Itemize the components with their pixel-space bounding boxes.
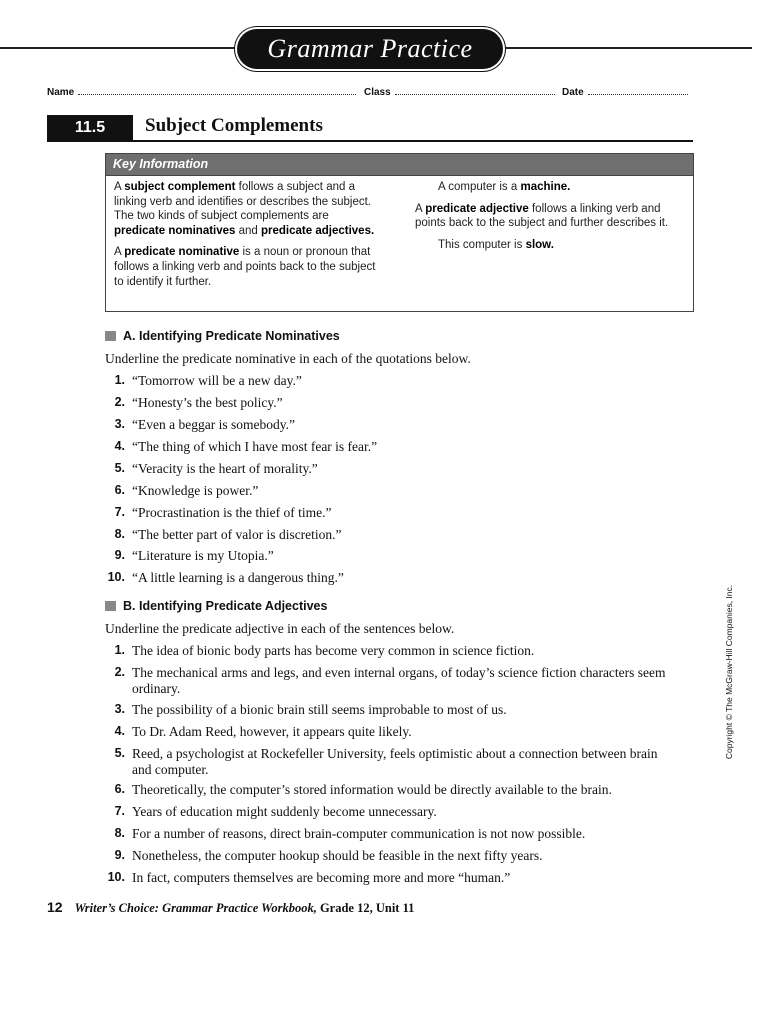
text-run: is a noun or pronoun that follows a linking verb and points back to the subject to identify it further. [114, 246, 376, 288]
item-text: “Tomorrow will be a new day.” [132, 373, 302, 388]
bold-term: predicate nominative [124, 246, 240, 259]
book-title: Writer’s Choice: Grammar Practice Workbook, [74, 901, 317, 915]
class-field [364, 86, 555, 98]
section-a-heading [105, 329, 340, 343]
item-text: “The better part of valor is discretion.” [132, 527, 342, 542]
name-field [47, 86, 356, 98]
item-text: “Even a beggar is somebody.” [132, 417, 295, 432]
item-text: To Dr. Adam Reed, however, it appears quite likely. [132, 724, 412, 739]
page-number: 12 [47, 899, 63, 915]
banner-title: Grammar Practice [267, 34, 473, 63]
class-blank [395, 86, 555, 95]
item-text: Nonetheless, the computer hookup should be feasible in the next fifty years. [132, 848, 543, 863]
key-info-right-column [415, 180, 683, 252]
item-number: 2. [114, 395, 125, 409]
bold-term: predicate adjective [425, 202, 529, 215]
item-number: 8. [114, 527, 125, 541]
item-text: “Literature is my Utopia.” [132, 548, 274, 563]
predicate-nominative-definition [114, 245, 379, 289]
item-number: 1. [114, 373, 125, 387]
square-bullet-icon [105, 601, 116, 611]
text-run: follows a linking verb and points back to the subject and further describes it. [415, 202, 669, 230]
square-bullet-icon [105, 331, 116, 341]
text-run: and [235, 224, 262, 237]
section-b-instruction: Underline the predicate adjective in each of the sentences below. [105, 621, 455, 636]
key-information-box [105, 153, 694, 312]
item-text: The possibility of a bionic brain still seems improbable to most of us. [132, 702, 507, 717]
item-number: 9. [114, 848, 125, 862]
text-run: A computer is a [438, 181, 521, 193]
item-number: 4. [114, 724, 125, 738]
page-footer [47, 899, 414, 916]
item-number: 6. [114, 782, 125, 796]
item-number: 1. [114, 643, 125, 657]
text-run: This computer is [438, 238, 526, 251]
item-text: “Knowledge is power.” [132, 483, 259, 498]
item-number: 7. [114, 804, 125, 818]
item-number: 7. [114, 505, 125, 519]
key-information-heading: Key Information [106, 154, 693, 176]
item-number: 5. [114, 746, 125, 760]
bold-term: slow. [525, 238, 554, 251]
text-run: A [114, 246, 125, 259]
text-run: A [415, 202, 426, 215]
item-text: The mechanical arms and legs, and even internal organs, of today’s science fiction characters seem ordinary. [132, 665, 666, 696]
header-rule-right [500, 47, 752, 49]
section-b-title: B. Identifying Predicate Adjectives [123, 599, 328, 613]
item-number: 10. [107, 870, 125, 884]
section-b-heading [105, 599, 327, 613]
item-text: “The thing of which I have most fear is fear.” [132, 439, 378, 454]
bold-term: machine. [520, 181, 571, 193]
predicate-adjective-definition [415, 202, 683, 231]
date-field [562, 86, 688, 98]
item-number: 8. [114, 826, 125, 840]
text-run: follows a subject and a linking verb and identifies or describes the subject. The two kinds of subject complements are [114, 181, 371, 223]
name-blank [78, 86, 356, 95]
date-blank [588, 86, 688, 95]
bold-term: predicate nominatives [114, 224, 236, 237]
item-number: 3. [114, 702, 125, 716]
item-text: “Honesty’s the best policy.” [132, 395, 283, 410]
section-a-instruction: Underline the predicate nominative in each of the quotations below. [105, 351, 471, 366]
item-text: “A little learning is a dangerous thing.” [132, 570, 344, 585]
item-text: Years of education might suddenly become unnecessary. [132, 804, 437, 819]
bold-term: subject complement [124, 181, 236, 193]
section-a-title: A. Identifying Predicate Nominatives [123, 329, 340, 343]
class-label: Class [364, 87, 391, 98]
lesson-number: 11.5 [47, 115, 133, 141]
page-banner [237, 29, 503, 69]
example-predicate-adjective [415, 238, 683, 253]
item-number: 5. [114, 461, 125, 475]
item-number: 4. [114, 439, 125, 453]
lesson-title: Subject Complements [145, 115, 323, 136]
item-text: “Procrastination is the thief of time.” [132, 505, 332, 520]
date-label: Date [562, 87, 584, 98]
copyright-notice: Copyright © The McGraw-Hill Companies, Inc. [724, 584, 734, 760]
item-text: The idea of bionic body parts has become very common in science fiction. [132, 643, 535, 658]
example-predicate-nominative [415, 180, 683, 195]
lesson-rule [47, 140, 693, 142]
item-number: 3. [114, 417, 125, 431]
item-number: 2. [114, 665, 125, 679]
text-run: A [114, 181, 125, 193]
header-rule-left [0, 47, 240, 49]
item-text: In fact, computers themselves are becoming more and more “human.” [132, 870, 511, 885]
name-label: Name [47, 87, 75, 98]
item-text: Theoretically, the computer’s stored information would be directly available to the brain. [132, 782, 612, 797]
bold-term: predicate adjectives. [261, 224, 375, 237]
item-number: 10. [107, 570, 125, 584]
item-number: 6. [114, 483, 125, 497]
item-text: “Veracity is the heart of morality.” [132, 461, 318, 476]
key-info-left-column [114, 180, 379, 289]
book-detail: Grade 12, Unit 11 [316, 901, 415, 915]
subject-complement-definition [114, 180, 379, 238]
item-text: For a number of reasons, direct brain-computer communication is not now possible. [132, 826, 586, 841]
item-number: 9. [114, 548, 125, 562]
item-text: Reed, a psychologist at Rockefeller University, feels optimistic about a connection between brain and computer. [132, 746, 658, 777]
